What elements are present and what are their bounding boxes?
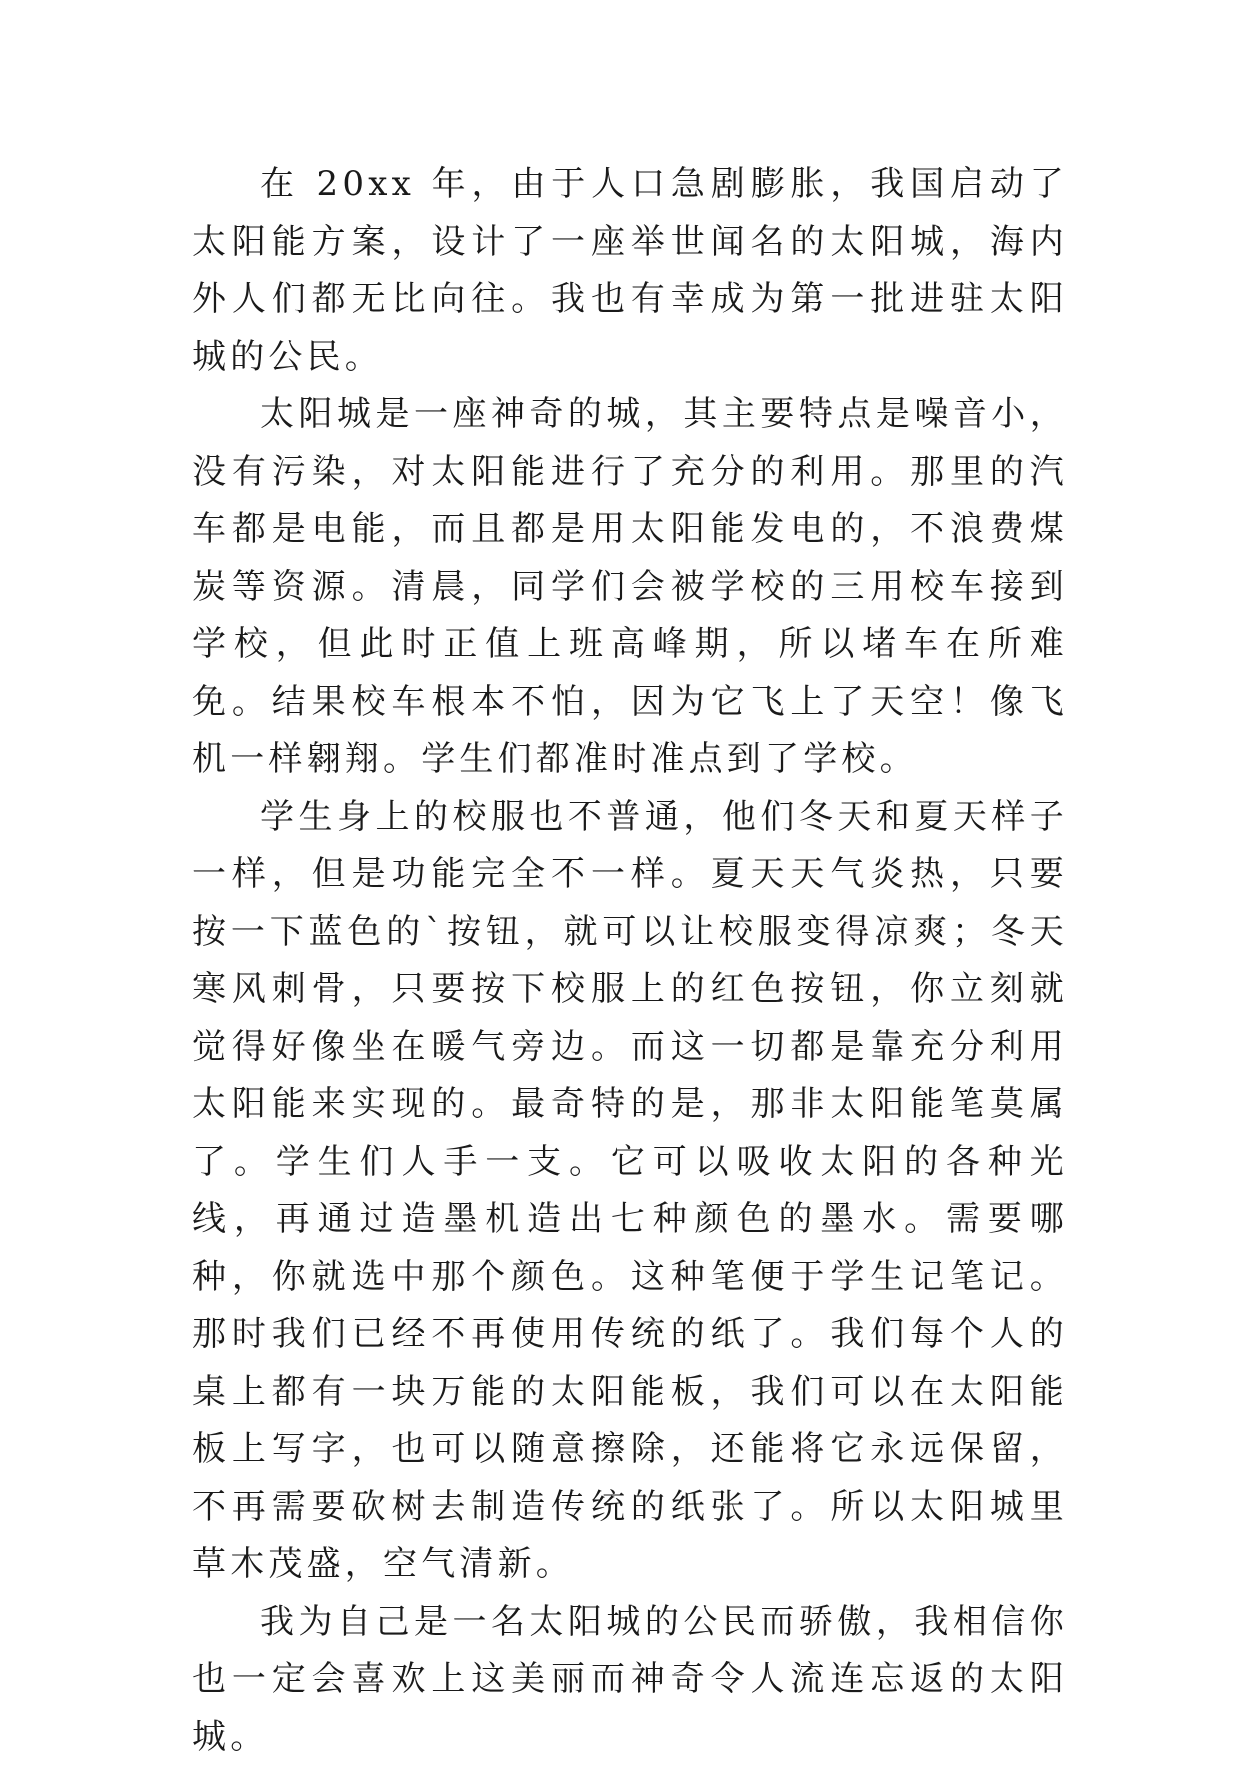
paragraph-1: 在 20xx 年，由于人口急剧膨胀，我国启动了太阳能方案，设计了一座举世闻名的太阳城，海内外人们都无比向往。我也有幸成为第一批进驻太阳城的公民。 [192, 156, 1068, 386]
paragraph-2: 太阳城是一座神奇的城，其主要特点是噪音小，没有污染，对太阳能进行了充分的利用。那里的汽车都是电能，而且都是用太阳能发电的，不浪费煤炭等资源。清晨，同学们会被学校的三用校车接到学校，但此时正值上班高峰期，所以堵车在所难免。结果校车根本不怕，因为它飞上了天空！像飞机一样翱翔。学生们都准时准点到了学校。 [192, 386, 1068, 789]
paragraph-3: 学生身上的校服也不普通，他们冬天和夏天样子一样，但是功能完全不一样。夏天天气炎热，只要按一下蓝色的`按钮，就可以让校服变得凉爽；冬天寒风刺骨，只要按下校服上的红色按钮，你立刻就觉得好像坐在暖气旁边。而这一切都是靠充分利用太阳能来实现的。最奇特的是，那非太阳能笔莫属了。学生们人手一支。它可以吸收太阳的各种光线，再通过造墨机造出七种颜色的墨水。需要哪种，你就选中那个颜色。这种笔便于学生记笔记。那时我们已经不再使用传统的纸了。我们每个人的桌上都有一块万能的太阳能板，我们可以在太阳能板上写字，也可以随意擦除，还能将它永远保留，不再需要砍树去制造传统的纸张了。所以太阳城里草木茂盛，空气清新。 [192, 789, 1068, 1594]
essay-body [192, 156, 1068, 1766]
paragraph-4: 我为自己是一名太阳城的公民而骄傲，我相信你也一定会喜欢上这美丽而神奇令人流连忘返的太阳城。 [192, 1594, 1068, 1766]
